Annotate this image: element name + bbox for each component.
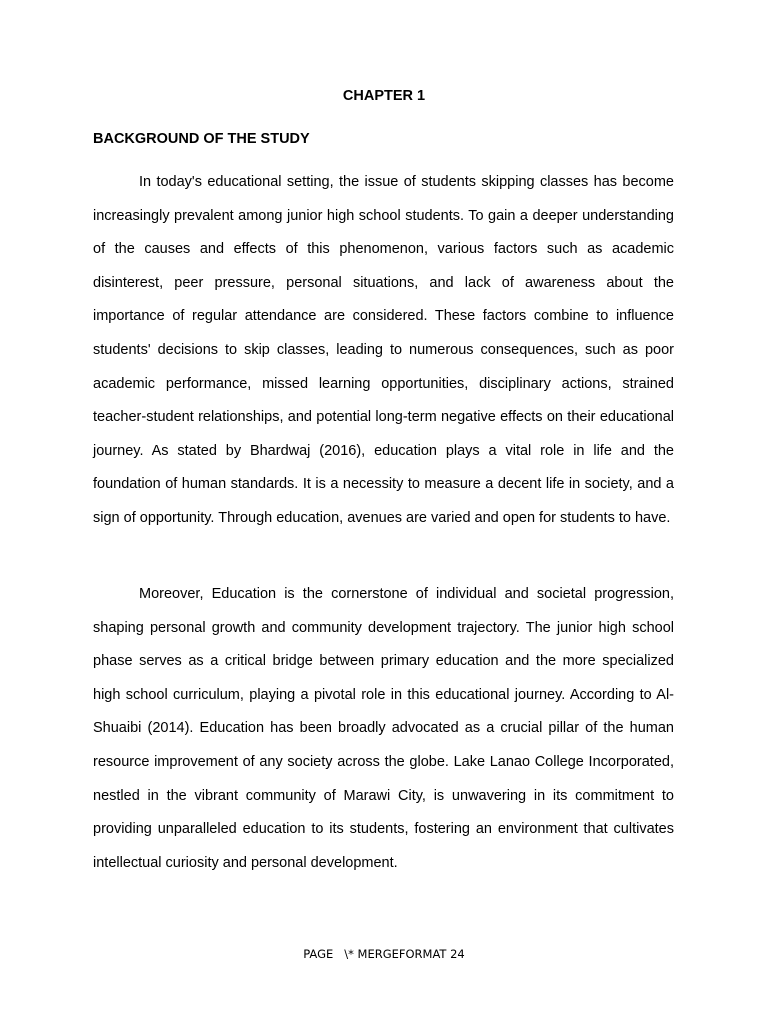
chapter-title: CHAPTER 1 xyxy=(342,88,426,104)
body-paragraph-1: In today's educational setting, the issue of students skipping classes has become increasingly prevalent among junior high school students. To gain a deeper understanding of the causes and effects of this phenomenon, various factors such as academic disinterest, peer pressure, personal situations, and lack of awareness about the importance of regular attendance are considered. These factors combine to influence students' decisions to skip classes, leading to numerous consequences, such as poor academic performance, missed learning opportunities, disciplinary actions, strained teacher-student relationships, and potential long-term negative effects on their educational journey. As stated by Bhardwaj (2016), education plays a vital role in life and the foundation of human standards. It is a necessity to measure a decent life in society, and a sign of opportunity. Through education, avenues are varied and open for students to have. xyxy=(93,174,674,526)
body-paragraph-2: Moreover, Education is the cornerstone of individual and societal progression, shaping personal growth and community development trajectory. The junior high school phase serves as a critical bridge between primary education and the more specialized high school curriculum, playing a pivotal role in this educational journey. According to Al-Shuaibi (2014). Education has been broadly advocated as a crucial pillar of the human resource improvement of any society across the globe. Lake Lanao College Incorporated, nestled in the vibrant community of Marawi City, is unwavering in its commitment to providing unparalleled education to its students, fostering an environment that cultivates intellectual curiosity and personal development. xyxy=(93,586,674,871)
page-footer: PAGE \* MERGEFORMAT 24 xyxy=(303,947,465,961)
section-heading: BACKGROUND OF THE STUDY xyxy=(93,131,310,147)
